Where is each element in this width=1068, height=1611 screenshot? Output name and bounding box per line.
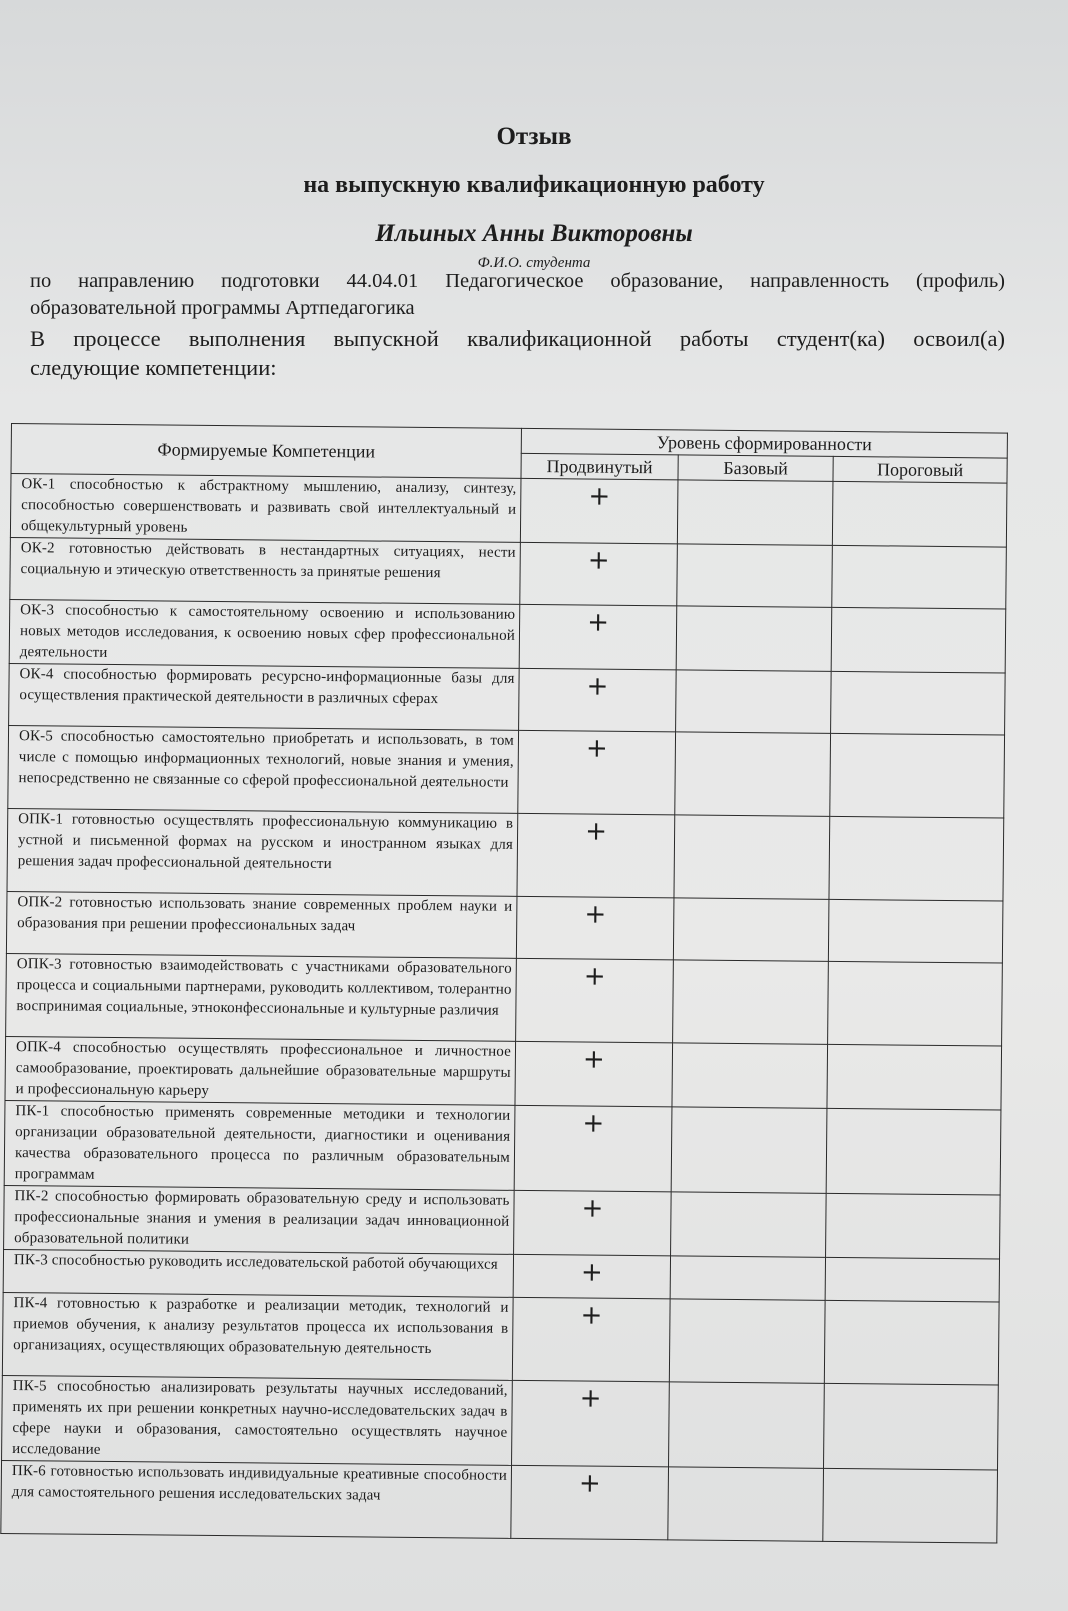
- competency-description: ОК-2 готовностью действовать в нестандартных ситуациях, нести социальную и этическую ответственность за принятые решения: [10, 537, 521, 604]
- competency-description: ОПК-1 готовностью осуществлять профессиональную коммуникацию в устной и письменной формах на русском и иностранном языках для решения задач профессиональной деятельности: [7, 808, 518, 896]
- competency-description: ОПК-4 способностью осуществлять профессиональное и личностное самообразование, проектировать дальнейшие образовательные маршруты и профессиональную карьеру: [5, 1036, 516, 1105]
- competencies-table: [0, 423, 1008, 1544]
- level-advanced-cell: +: [516, 958, 674, 1043]
- competency-description: ОК-1 способностью к абстрактному мышлению, анализу, синтезу, способностью совершенствовать и развивать свой интеллектуальный и общекультурный уровень: [10, 474, 521, 543]
- level-advanced-cell: +: [520, 478, 678, 544]
- level-basic-cell: [677, 480, 833, 545]
- document-subtitle: на выпускную квалификационную работу: [303, 172, 765, 198]
- level-basic-cell: [676, 606, 832, 671]
- header-advanced: Продвинутый: [521, 453, 678, 480]
- level-threshold-cell: [824, 1300, 999, 1385]
- intro-line-competencies: следующие компетенции:: [30, 355, 277, 380]
- competency-description: ПК-2 способностью формировать образовательную среду и использовать профессиональные знания и умения в реализации задач инновационной образовательной политики: [4, 1185, 515, 1254]
- level-advanced-cell: +: [518, 730, 676, 815]
- level-basic-cell: [676, 670, 832, 733]
- level-threshold-cell: [831, 607, 1006, 673]
- document-title: Отзыв: [496, 123, 572, 150]
- competency-description: ПК-5 способностью анализировать результаты научных исследований, применять их при решении конкретных научно-исследовательских задач в сфере науки и образования, самостоятельно осуществлять научное исследование: [2, 1375, 513, 1465]
- level-advanced-cell: +: [519, 668, 677, 732]
- competency-row: [4, 1100, 1001, 1195]
- level-basic-cell: [668, 1467, 824, 1541]
- competency-row: [6, 953, 1003, 1046]
- competency-row: [10, 474, 1007, 548]
- competency-description: ОК-5 способностью самостоятельно приобретать и использовать, в том числе с помощью информационных технологий, новые знания и умения, непосредственно не связанные со сферой профессиональной деятельности: [8, 725, 519, 813]
- competency-description: ОПК-3 готовностью взаимодействовать с участниками образовательного процесса и социальными партнерами, руководить коллективом, толерантно воспринимая социальные, этноконфессиональные и культурные различия: [6, 953, 517, 1041]
- level-advanced-cell: +: [517, 813, 675, 898]
- level-advanced-cell: +: [520, 542, 678, 606]
- level-threshold-cell: [827, 1044, 1002, 1110]
- level-threshold-cell: [828, 961, 1003, 1046]
- header-level: Уровень сформированности: [521, 428, 1007, 458]
- level-threshold-cell: [832, 481, 1007, 547]
- competency-description: ПК-1 способностью применять современные методики и технологии организации образовательной деятельности, диагностики и оценивания качества образовательного процесса по различным образовательным программам: [4, 1100, 515, 1190]
- competency-description: ОПК-2 готовностью использовать знание современных проблем науки и образования при решении профессиональных задач: [6, 891, 517, 958]
- intro-line-direction: по направлению подготовки 44.04.01 Педагогическое образование, направленность (профиль): [30, 270, 1005, 292]
- intro-line-program: образовательной программы Артпедагогика: [30, 297, 415, 319]
- competency-row: [2, 1292, 999, 1385]
- competency-description: ПК-3 способностью руководить исследовательской работой обучающихся: [3, 1249, 513, 1297]
- level-advanced-cell: +: [514, 1190, 672, 1256]
- level-threshold-cell: [823, 1468, 998, 1543]
- level-basic-cell: [673, 898, 829, 961]
- competency-row: [7, 808, 1004, 901]
- level-basic-cell: [673, 960, 829, 1044]
- level-threshold-cell: [826, 1108, 1001, 1195]
- competency-row: [1, 1460, 998, 1543]
- level-advanced-cell: +: [519, 604, 677, 670]
- level-basic-cell: [674, 815, 830, 899]
- level-basic-cell: [670, 1256, 825, 1300]
- competency-row: [4, 1185, 1001, 1259]
- level-basic-cell: [677, 544, 833, 607]
- competency-description: ОК-4 способностью формировать ресурсно-информационные базы для осуществления практической деятельности в различных сферах: [9, 663, 520, 730]
- level-threshold-cell: [828, 899, 1003, 963]
- level-advanced-cell: +: [514, 1105, 672, 1192]
- competency-description: ПК-4 готовностью к разработке и реализации методик, технологий и приемов обучения, к анализу результатов процесса их использования в организациях, осуществляющих образовательную деятельность: [2, 1292, 513, 1380]
- competency-row: [10, 537, 1007, 609]
- level-threshold-cell: [831, 671, 1006, 735]
- header-basic: Базовый: [678, 455, 833, 481]
- level-threshold-cell: [824, 1383, 999, 1470]
- level-threshold-cell: [830, 733, 1005, 818]
- header-competencies: Формируемые Компетенции: [11, 424, 521, 479]
- level-advanced-cell: +: [516, 896, 674, 960]
- level-advanced-cell: +: [515, 1041, 673, 1107]
- level-advanced-cell: +: [512, 1380, 670, 1467]
- competency-row: [6, 891, 1003, 963]
- competency-description: ПК-6 готовностью использовать индивидуальные креативные способности для самостоятельного решения исследовательских задач: [1, 1460, 512, 1538]
- level-threshold-cell: [832, 545, 1007, 609]
- header-threshold: Пороговый: [833, 456, 1007, 483]
- level-basic-cell: [671, 1107, 827, 1193]
- competency-row: [9, 663, 1006, 735]
- level-basic-cell: [669, 1299, 825, 1383]
- level-basic-cell: [671, 1192, 827, 1257]
- level-advanced-cell: +: [512, 1297, 670, 1382]
- student-name-caption: Ф.И.О. студента: [477, 255, 591, 271]
- competency-description: ОК-3 способностью к самостоятельному освоению и использованию новых методов исследования, к освоению новых сфер профессиональной деятельности: [9, 599, 520, 668]
- competency-row: [9, 599, 1006, 673]
- level-basic-cell: [669, 1382, 825, 1468]
- competency-row: [2, 1375, 999, 1470]
- competency-row: [5, 1036, 1002, 1110]
- level-advanced-cell: +: [513, 1254, 670, 1299]
- competency-row: [8, 725, 1005, 818]
- student-name: Ильиных Анны Викторовны: [375, 220, 693, 247]
- intro-line-process: В процессе выполнения выпускной квалификационной работы студент(ка) освоил(а): [30, 326, 1005, 351]
- level-threshold-cell: [825, 1257, 999, 1302]
- level-threshold-cell: [829, 816, 1004, 901]
- level-threshold-cell: [826, 1193, 1001, 1259]
- level-advanced-cell: +: [511, 1465, 669, 1540]
- level-basic-cell: [675, 732, 831, 816]
- level-basic-cell: [672, 1043, 828, 1108]
